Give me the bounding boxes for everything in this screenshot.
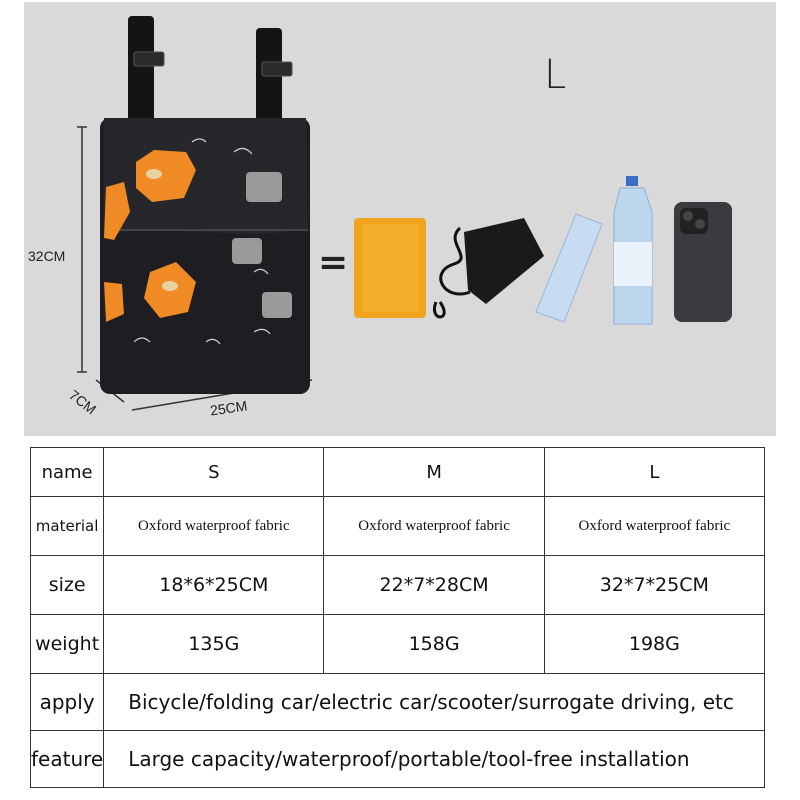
height-label: 32CM [28,248,66,264]
table-row [31,556,765,615]
cell-name-s: S [104,448,324,497]
cell-material-s: Oxford waterproof fabric [104,497,324,556]
cell-feature: Large capacity/waterproof/portable/tool-free installation [104,731,765,788]
cell-name-l: L [544,448,764,497]
depth-label: 7CM [66,386,100,418]
row-label-weight: weight [31,615,104,674]
row-label-material: material [31,497,104,556]
power-adapter [434,218,544,317]
cell-apply: Bicycle/folding car/electric car/scooter/surrogate driving, etc [104,674,765,731]
table-row [31,674,765,731]
cell-name-m: M [324,448,544,497]
row-label-name: name [31,448,104,497]
hanging-bag [100,118,310,394]
product-image-panel [24,2,776,436]
height-dimension-line [77,127,87,372]
size-letter: L [544,52,567,98]
width-label: 25CM [209,397,249,419]
cell-material-l: Oxford waterproof fabric [544,497,764,556]
table-row [31,497,765,556]
cell-size-m: 22*7*28CM [324,556,544,615]
cell-weight-s: 135G [104,615,324,674]
table-row [31,615,765,674]
row-label-feature: feature [31,731,104,788]
equals-sign: = [318,242,349,283]
row-label-size: size [31,556,104,615]
row-label-apply: apply [31,674,104,731]
power-bank [536,214,602,322]
table-row [31,448,765,497]
spec-table [30,447,765,788]
cell-size-l: 32*7*25CM [544,556,764,615]
smartphone [674,202,732,322]
cell-weight-m: 158G [324,615,544,674]
product-illustration [24,2,776,436]
table-row [31,731,765,788]
cell-weight-l: 198G [544,615,764,674]
water-bottle [614,176,652,324]
cell-material-m: Oxford waterproof fabric [324,497,544,556]
bag-straps [128,16,292,128]
cell-size-s: 18*6*25CM [104,556,324,615]
